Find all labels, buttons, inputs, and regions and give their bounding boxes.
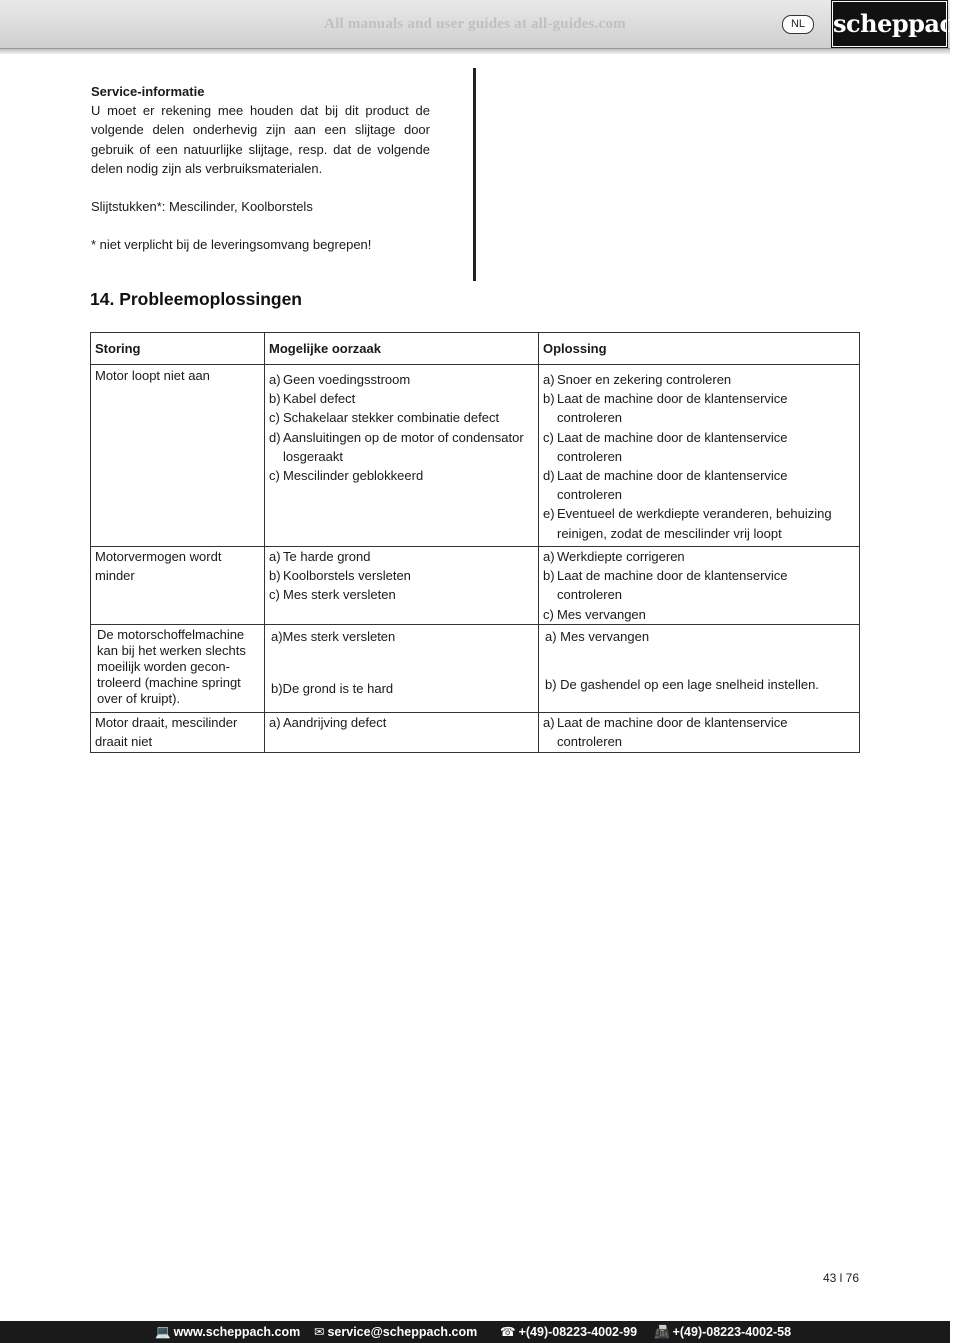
footer-website[interactable]: 💻 www.scheppach.com <box>155 1325 301 1339</box>
table-header-row <box>91 333 860 365</box>
header-solution: Oplossing <box>539 333 860 365</box>
page-header <box>0 0 971 49</box>
cause-cell <box>265 624 539 712</box>
brand-logo: scheppach <box>832 1 947 47</box>
header-shadow <box>0 49 950 55</box>
list-item: e) Eventueel de werkdiepte veranderen, behuizing reinigen, zodat de mescilinder vrij loopt <box>543 506 832 541</box>
service-body: U moet er rekening mee houden dat bij dit product de volgende delen onderhevig zijn aan een slijtage door gebruik of een natuurlijke slijtage, resp. dat de volgende delen nodig zijn als verbruiksmaterialen. <box>91 103 430 176</box>
table-row <box>91 547 860 625</box>
list-item: a) Snoer en zekering controleren <box>543 372 732 387</box>
fault-cell: Motor loopt niet aan <box>91 365 265 547</box>
list-item: a) Aandrijving defect <box>269 714 387 730</box>
mail-icon: ✉ <box>314 1325 325 1339</box>
footer-fax: 📠 +(49)-08223-4002-58 <box>654 1325 792 1339</box>
column-divider <box>473 68 476 281</box>
section-title: 14. Probleemoplossingen <box>90 289 302 309</box>
footer-phone: ☎ +(49)-08223-4002-99 <box>500 1325 638 1339</box>
solution-b: b) De gashendel op een lage snelheid instellen. <box>545 677 819 693</box>
computer-icon: 💻 <box>155 1325 171 1339</box>
page-footer <box>0 1321 950 1343</box>
list-item: a) Laat de machine door de klantenservice controleren <box>543 714 788 750</box>
phone-icon: ☎ <box>500 1325 516 1339</box>
list-item: d) Laat de machine door de klantenservice controleren <box>543 468 788 503</box>
list-item: c) Schakelaar stekker combinatie defect <box>269 410 500 426</box>
header-storing: Storing <box>91 333 265 365</box>
watermark: All manuals and user guides at all-guides.com <box>324 16 626 32</box>
list-item: c) Mes vervangen <box>543 606 646 622</box>
service-title: Service-informatie <box>91 84 205 99</box>
list-item: c) Laat de machine door de klantenservice controleren <box>543 429 788 464</box>
table-row <box>91 712 860 752</box>
cause-cell <box>265 365 539 547</box>
list-item: b) Laat de machine door de klantenservice controleren <box>543 568 788 603</box>
fault-cell <box>91 624 265 712</box>
list-item: c) Mescilinder geblokkeerd <box>269 468 424 484</box>
solution-cell <box>539 712 860 752</box>
list-item: d) Aansluitingen op de motor of condensator losgeraakt <box>269 429 524 464</box>
list-item: b) Laat de machine door de klantenservice controleren <box>543 391 788 426</box>
cause-cell <box>265 547 539 625</box>
solution-a: a) Mes vervangen <box>545 628 650 644</box>
list-item: a) Te harde grond <box>269 549 371 564</box>
table-row <box>91 365 860 547</box>
list-item: b) Kabel defect <box>269 391 356 407</box>
cause-b: b)De grond is te hard <box>271 681 394 697</box>
language-badge: NL <box>782 15 814 34</box>
solution-cell <box>539 624 860 712</box>
wear-parts-note: * niet verplicht bij de leveringsomvang begrepen! <box>91 237 372 253</box>
fault-cell: Motorvermogen wordt minder <box>91 547 265 625</box>
solution-cell <box>539 547 860 625</box>
list-item: c) Mes sterk versleten <box>269 587 396 603</box>
header-cause: Mogelijke oorzaak <box>265 333 539 365</box>
list-item: b) Koolborstels versleten <box>269 568 411 584</box>
troubleshooting-table <box>90 332 860 753</box>
page-number: 43 l 76 <box>823 1271 860 1285</box>
list-item: a) Werkdiepte corrigeren <box>543 549 685 564</box>
fault-cell: Motor draait, mescilinder draait niet <box>91 712 265 752</box>
fault-text: De motorschoffelmachine kan bij het werken slechts moeilijk worden gecon-troleerd (machine springt over of kruipt). <box>97 626 246 706</box>
table-row <box>91 624 860 712</box>
footer-email[interactable]: ✉ service@scheppach.com <box>314 1325 478 1339</box>
cause-cell <box>265 712 539 752</box>
cause-a: a)Mes sterk versleten <box>271 628 396 644</box>
fax-icon: 📠 <box>654 1325 670 1339</box>
solution-cell <box>539 365 860 547</box>
wear-parts: Slijtstukken*: Mescilinder, Koolborstels <box>91 199 313 215</box>
service-information <box>91 82 430 254</box>
list-item: a) Geen voedingsstroom <box>269 372 411 387</box>
